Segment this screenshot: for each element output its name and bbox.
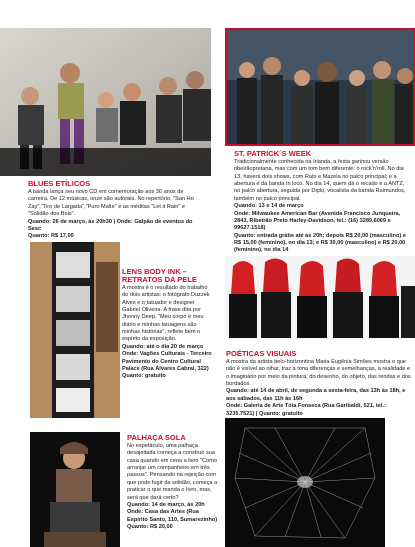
- poeticas-where: Onde: Galeria de Arte Tóia Fonseca (Rua Garibaldi, 521, tel.: 3235.7521) | Quanto: gratuito: [226, 403, 386, 417]
- palhaca-article: [127, 434, 219, 531]
- blues-when: Quando: 26 de março, às 20h30 | Onde: Galpão de eventos do Sesc: [28, 218, 193, 232]
- blues-title: BLUES ETÍLICOS: [28, 179, 91, 188]
- st-patrick-article: [234, 150, 412, 255]
- blues-price: Quanto: R$ 17,00: [28, 233, 74, 240]
- lens-article: [122, 268, 214, 381]
- poeticas-figures-photo: [225, 256, 415, 338]
- palhaca-when: Quando: 14 de março, às 20h: [127, 501, 205, 508]
- blues-band-photo: [0, 28, 211, 176]
- lens-title: LENS BODY INK – RETRATOS DA PELE: [122, 267, 197, 284]
- blues-description: A banda lança seu novo CD em comemoração aos 30 anos de carreira. De 12 músicas, onze são autorais. No repertório, "San Ho Zay","Tiro de Largada","Puro Malte" e as inéditas "Let it Rain" e "Solidão dos Bois".: [28, 189, 194, 218]
- palhaca-where: Onde: Casa das Artes (Rua Espírito Santo, 110, Sumarezinho): [127, 509, 218, 523]
- poeticas-title: POÉTICAS VISUAIS: [226, 349, 297, 358]
- palhaca-description: No espetáculo, uma palhaça desajeitada começa a construir sua casa quando em cena a livro "Como arranjar um companheiro em três passos". Pensando na rejeição com que pode fugir da solidão, começa a praticar o que manda o livro, mas, será que dará certo?: [127, 442, 218, 501]
- lens-when: Quando: até o dia 20 de março: [122, 343, 204, 350]
- st-patrick-photo: [225, 28, 415, 146]
- palhaca-title: PALHAÇA SOLA: [127, 433, 186, 442]
- palhaca-photo: [30, 432, 120, 547]
- poeticas-description: A mostra da artista belo-horizontina Maria Eugênia Simões mostra o que não é visível ao olhar, traz a tona diferenças e semelhanças, a realidade e o imaginário por meio da pintura, do desenho, do objeto, das rendas e dos bordados.: [226, 358, 411, 387]
- st-patrick-title: ST. PATRICK´S WEEK: [234, 149, 312, 158]
- blues-article: [28, 180, 200, 188]
- poeticas-when: Quando: até 14 de abril, de segunda a sexta-feira, das 13h às 18h, e aos sábados, das 11h às 16h: [226, 388, 406, 402]
- st-patrick-when: Quando: 13 e 14 de março: [234, 203, 304, 210]
- lens-price: Quanto: gratuito: [122, 373, 166, 380]
- blues-body: [28, 189, 202, 241]
- lens-where: Onde: Vagões Culturais - Terceiro Pavimento do Centro Cultural Palace (Rua Álvares Cabral, 322): [122, 351, 212, 372]
- st-patrick-description: Tradicionalmente conhecida na Irlanda, a festa ganhou versão ribeirãopretana, mas com um tom bem diferente: o rock'n'roll. No dia 13, haverá dois shows, com Rats e Mazela no palco principal; e a abertura é da banda In loco. No dia 14, quem dá o recado é a ANTZ, no palco abertura, seguida por Diplo, vocalista da banda Raimundos, também no palco principal.: [234, 158, 406, 202]
- st-patrick-price: Quanto: entrada grátis até às 20h; depois R$ 20,00 (masculino) e R$ 15,00 (feminino), no dia 13; e R$ 30,00 (masculino) e R$ 20,00 (feminino), no dia 14: [234, 232, 406, 254]
- lens-description: A mostra é o resultado do trabalho do dois artistas: o fotógrafo Duzzek Alves e o tatuador e designer Gabriel Oliveira. A frase dita por Jhonny Deep, "Meu corpo é meu diário e minhas tatuagens são minhas histórias", reflete bem o espírito da exposição.: [122, 284, 210, 343]
- palhaca-price: Quanto: R$ 20,00: [127, 524, 173, 530]
- poeticas-installation-photo: [225, 418, 385, 547]
- lens-exhibition-photo: [30, 242, 120, 418]
- poeticas-article: [226, 350, 412, 418]
- st-patrick-where: Onde: Milwaukee American Bar (Avenida Francisco Junqueira, 2843, Ribeirão Preto Harley-Davidson, tel.: (16) 3289.6069 e 99627.1518): [234, 210, 401, 232]
